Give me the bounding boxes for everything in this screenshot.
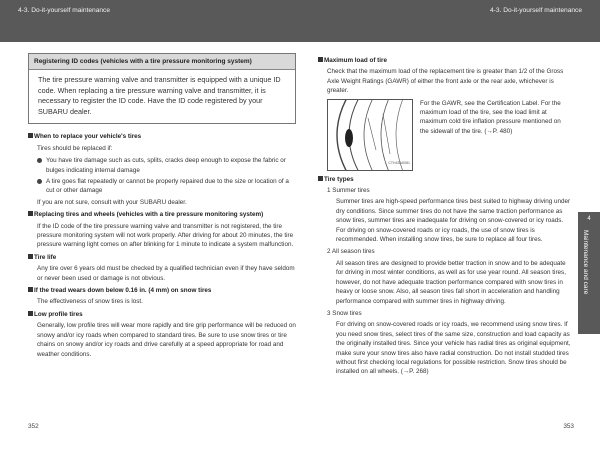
figure-code: CTH43AS081 bbox=[388, 161, 410, 166]
bullet-dot-icon bbox=[37, 158, 42, 163]
id-code-note-box bbox=[28, 53, 296, 124]
square-bullet-icon bbox=[28, 287, 33, 292]
paragraph: If you are not sure, consult with your SUBARU dealer. bbox=[37, 198, 187, 206]
figure-row bbox=[327, 99, 571, 171]
square-bullet-icon bbox=[28, 311, 33, 316]
chapter-number: 4 bbox=[587, 216, 591, 222]
subheading-all-season-tires: 2 All season tires bbox=[327, 248, 375, 256]
paragraph: Check that the maximum load of the replacement tire is greater than 1/2 of the Gross Axle Weight Ratings (GAWR) of either the front axle or the rear axle, whichever is greater. bbox=[327, 68, 564, 95]
paragraph: Generally, low profile tires will wear more rapidly and tire grip performance will be reduced on snowy and/or icy roads when compared to standard tires. Be sure to use snow tires or tire chains on snowy and/or icy roads and drive carefully at a speed appropriate for road and weather conditions. bbox=[37, 322, 296, 358]
figure-caption: For the GAWR, see the Certification Label. For the maximum load of the tire, see the load limit at maximum cold tire inflation pressure mentioned on the sidewall of the tire. (→P. 480) bbox=[420, 99, 561, 135]
section-heading-replacing: Replacing tires and wheels (vehicles with a tire pressure monitoring system) bbox=[28, 210, 296, 219]
paragraph: For driving on snow-covered roads or icy roads, we recommend using snow tires. If you need snow tires, select tires of the same size, construction and load capacity as the originally installed tires. Since your vehicle has radial tires as original equipment, make sure your snow tires also have radial construction. Do not install studded tires without first checking local regulations for possible restriction. Snow tires should be installed on all wheels. (→P. 268) bbox=[336, 321, 571, 376]
subheading-summer-tires: 1 Summer tires bbox=[327, 187, 370, 195]
chapter-label: Maintenance and care bbox=[582, 230, 589, 295]
page-number-left: 352 bbox=[28, 423, 39, 430]
section-heading-when-to-replace: When to replace your vehicle's tires bbox=[28, 132, 296, 141]
section-heading-max-load: Maximum load of tire bbox=[318, 56, 571, 65]
paragraph: Summer tires are high-speed performance tires best suited to highway driving under dry conditions. Since summer tires do not have the same traction performance as snow tires, summer tires are inadequate for driving on snow-covered or icy roads. For driving on snow-covered roads or icy roads, the use of snow tires is recommended. When installing snow tires, be sure to replace all four tires. bbox=[336, 198, 571, 244]
bullet-dot-icon bbox=[37, 179, 42, 184]
paragraph: All season tires are designed to provide better traction in snow and to be adequate for driving in most winter conditions, as well as for use year round. All season tires, however, do not have adequate traction performance compared with snow tires in heavy or loose snow. Also, all season tires fall short in acceleration and handling performance compared with summer tires in highway driving. bbox=[336, 259, 566, 305]
right-page-header: 4-3. Do-it-yourself maintenance bbox=[490, 7, 582, 14]
section-heading-tire-types: Tire types bbox=[318, 175, 571, 184]
section-heading-tire-life: Tire life bbox=[28, 253, 296, 262]
paragraph: Any tire over 6 years old must be checked by a qualified technician even if they have seldom or never been used or damage is not obvious. bbox=[37, 265, 295, 282]
square-bullet-icon bbox=[28, 254, 33, 259]
note-box-title: Registering ID codes (vehicles with a tire pressure monitoring system) bbox=[29, 54, 295, 70]
left-page-header: 4-3. Do-it-yourself maintenance bbox=[18, 7, 110, 14]
left-column bbox=[28, 53, 296, 362]
list-item: You have tire damage such as cuts, splits, cracks deep enough to expose the fabric or bulges indicating internal damage bbox=[37, 156, 296, 175]
subheading-snow-tires: 3 Snow tires bbox=[327, 309, 362, 317]
right-column bbox=[318, 53, 571, 380]
list-item: A tire goes flat repeatedly or cannot be properly repaired due to the size or location of a cut or other damage bbox=[37, 177, 296, 196]
paragraph: The effectiveness of snow tires is lost. bbox=[37, 298, 143, 306]
section-heading-low-profile: Low profile tires bbox=[28, 310, 296, 319]
paragraph: If the ID code of the tire pressure warning valve and transmitter is not registered, the tire pressure monitoring system will not work properly. After driving for about 20 minutes, the tire pressure warning light comes on after blinking for 1 minute to indicate a system malfunction. bbox=[37, 222, 294, 249]
square-bullet-icon bbox=[318, 57, 323, 62]
note-box-body: The tire pressure warning valve and transmitter is equipped with a unique ID code. When replacing a tire pressure warning valve and transmitter, it is necessary to register the ID code. Have the ID code registered by your SUBARU dealer. bbox=[38, 75, 281, 116]
section-heading-tread: If the tread wears down below 0.16 in. (4 mm) on snow tires bbox=[28, 286, 296, 295]
square-bullet-icon bbox=[28, 211, 33, 216]
square-bullet-icon bbox=[28, 133, 33, 138]
tire-sidewall-illustration bbox=[327, 99, 413, 171]
square-bullet-icon bbox=[318, 176, 323, 181]
header-bar bbox=[0, 0, 600, 42]
paragraph: Tires should be replaced if: bbox=[37, 144, 113, 152]
page-number-right: 353 bbox=[563, 423, 574, 430]
chapter-side-tab bbox=[578, 212, 600, 334]
